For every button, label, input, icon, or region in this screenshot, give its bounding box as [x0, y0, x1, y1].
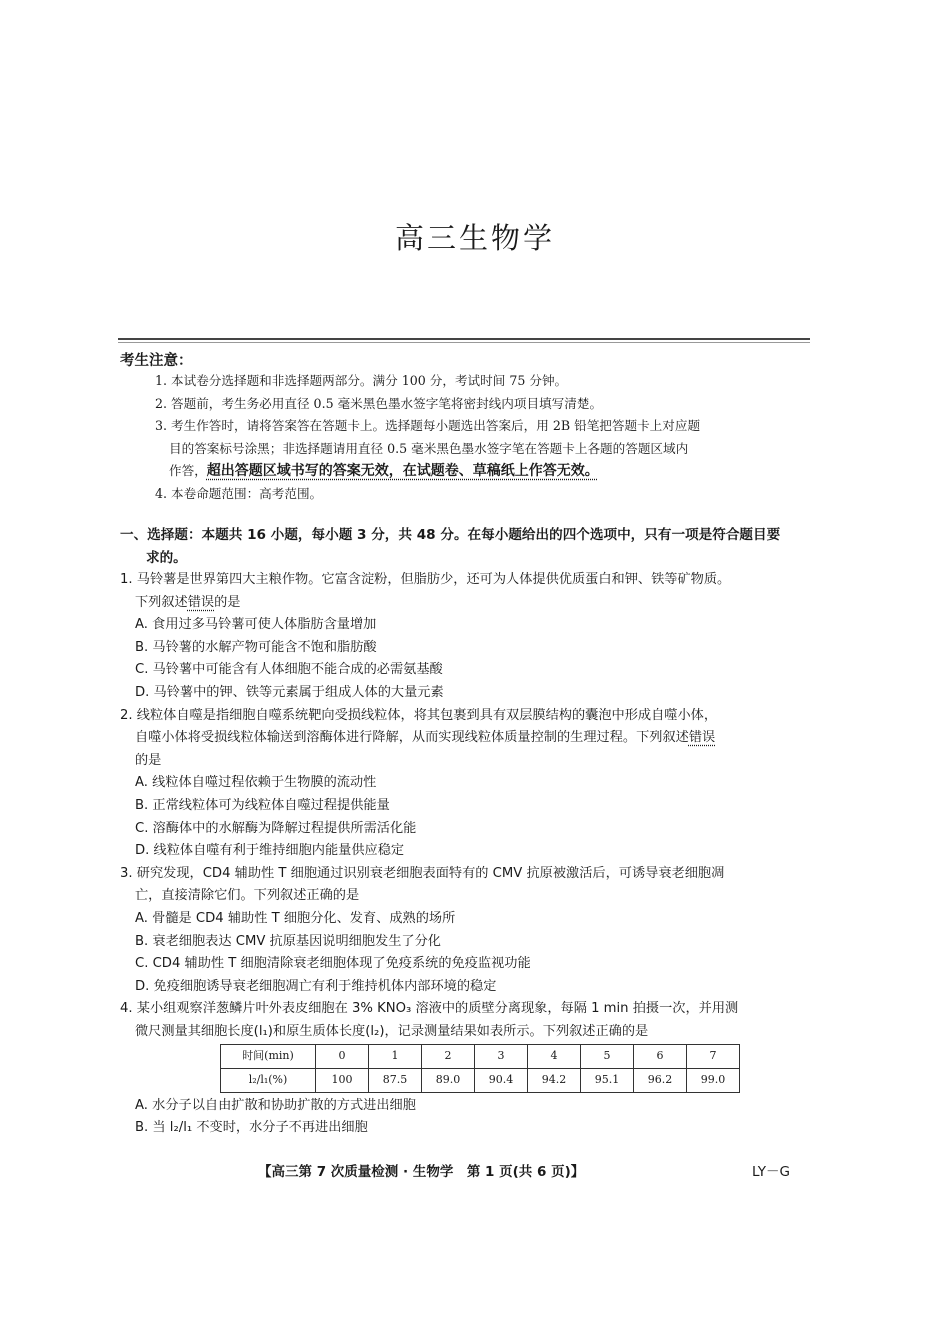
question-4 — [120, 998, 812, 1140]
question-4-stem: 4. 某小组观察洋葱鳞片叶外表皮细胞在 3% KNO₃ 溶液中的质壁分离现象，每隔 1 min 拍摄一次，并用测 — [120, 1001, 739, 1017]
question-2-stem-cont — [120, 727, 812, 750]
question-2-option-d: D. 线粒体自噬有利于维持细胞内能量供应稳定 — [135, 843, 405, 859]
question-1 — [120, 569, 812, 705]
table-cell: 7 — [687, 1045, 740, 1069]
question-3 — [120, 863, 812, 999]
table-header-ratio: l₂/l₁(%) — [221, 1069, 316, 1093]
notice-item-2: 2. 答题前，考生务必用直径 0.5 毫米黑色墨水签字笔将密封线内项目填写清楚。 — [155, 395, 603, 411]
notice-warning-bold: 超出答题区域书写的答案无效，在试题卷、草稿纸上作答无效。 — [206, 463, 599, 479]
question-3-stem: 3. 研究发现，CD4 辅助性 T 细胞通过识别衰老细胞表面特有的 CMV 抗原被激活后，可诱导衰老细胞凋 — [120, 865, 725, 881]
question-1-option-b: B. 马铃薯的水解产物可能含不饱和脂肪酸 — [135, 639, 377, 655]
table-header-time: 时间(min) — [221, 1045, 316, 1069]
question-1-option-a: A. 食用过多马铃薯可使人体脂肪含量增加 — [135, 617, 377, 633]
measurement-table — [220, 1044, 740, 1092]
table-cell: 0 — [316, 1045, 369, 1069]
question-3-option-b: B. 衰老细胞表达 CMV 抗原基因说明细胞发生了分化 — [135, 933, 441, 949]
question-1-option-c: C. 马铃薯中可能含有人体细胞不能合成的必需氨基酸 — [135, 662, 443, 678]
notice-heading: 考生注意： — [120, 353, 193, 369]
question-2-emphasis: 错误 — [688, 730, 716, 746]
table-cell: 100 — [316, 1069, 369, 1093]
question-3-option-a: A. 骨髓是 CD4 辅助性 T 细胞分化、发育、成熟的场所 — [135, 910, 456, 926]
question-1-emphasis: 错误 — [187, 594, 215, 610]
question-list — [120, 569, 812, 1140]
section-heading — [120, 524, 810, 569]
table-cell: 95.1 — [581, 1069, 634, 1093]
question-3-option-c: C. CD4 辅助性 T 细胞清除衰老细胞体现了免疫系统的免疫监视功能 — [135, 956, 531, 972]
notice-list — [155, 370, 815, 505]
question-2-stem-end: 的是 — [135, 752, 162, 768]
question-2-option-a: A. 线粒体自噬过程依赖于生物膜的流动性 — [135, 775, 377, 791]
table-cell: 5 — [581, 1045, 634, 1069]
question-4-option-b: B. 当 l₂/l₁ 不变时，水分子不再进出细胞 — [135, 1120, 368, 1136]
question-2-option-c: C. 溶酶体中的水解酶为降解过程提供所需活化能 — [135, 820, 417, 836]
notice-item-1: 1. 本试卷分选择题和非选择题两部分。满分 100 分，考试时间 75 分钟。 — [155, 373, 568, 388]
header-divider — [118, 338, 810, 343]
table-row-time — [221, 1045, 740, 1069]
notice-item-4: 4. 本卷命题范围：高考范围。 — [155, 485, 323, 501]
table-cell: 3 — [475, 1045, 528, 1069]
question-3-option-d: D. 免疫细胞诱导衰老细胞凋亡有利于维持机体内部环境的稳定 — [135, 978, 497, 994]
question-2 — [120, 705, 812, 863]
table-cell: 6 — [634, 1045, 687, 1069]
question-2-stem: 2. 线粒体自噬是指细胞自噬系统靶向受损线粒体，将其包裹到具有双层膜结构的囊泡中形成自噬小体， — [120, 707, 718, 723]
question-2-option-b: B. 正常线粒体可为线粒体自噬过程提供能量 — [135, 797, 390, 813]
question-2-stem-prefix: 自噬小体将受损线粒体输送到溶酶体进行降解，从而实现线粒体质量控制的生理过程。下列叙述 — [135, 730, 689, 746]
table-cell: 94.2 — [528, 1069, 581, 1093]
notice-item-3-cont: 目的答案标号涂黑；非选择题请用直径 0.5 毫米黑色墨水签字笔在答题卡上各题的答题区域内 — [169, 440, 689, 456]
question-4-stem-cont: 微尺测量其细胞长度(l₁)和原生质体长度(l₂)，记录测量结果如表所示。下列叙述正确的是 — [135, 1023, 649, 1039]
section-heading-line2: 求的。 — [146, 549, 187, 566]
page-title: 高三生物学 — [394, 221, 555, 255]
notice-item-3-prefix: 作答， — [169, 463, 207, 478]
table-cell: 90.4 — [475, 1069, 528, 1093]
notice-item-3: 3. 考生作答时，请将答案答在答题卡上。选择题每小题选出答案后，用 2B 铅笔把答题卡上对应题 — [155, 418, 701, 433]
table-cell: 4 — [528, 1045, 581, 1069]
table-cell: 2 — [422, 1045, 475, 1069]
notice-item-3-cont2 — [155, 460, 815, 483]
table-cell: 96.2 — [634, 1069, 687, 1093]
footer-code: LY－G — [752, 1164, 790, 1180]
section-heading-line1: 一、选择题：本题共 16 小题，每小题 3 分，共 48 分。在每小题给出的四个选项中，只有一项是符合题目要 — [120, 527, 781, 543]
question-1-stem: 1. 马铃薯是世界第四大主粮作物。它富含淀粉，但脂肪少，还可为人体提供优质蛋白和钾、铁等矿物质。 — [120, 572, 731, 587]
table-cell: 1 — [369, 1045, 422, 1069]
table-row-ratio — [221, 1069, 740, 1093]
question-1-stem-suffix: 的是 — [214, 594, 241, 610]
question-1-option-d: D. 马铃薯中的钾、铁等元素属于组成人体的大量元素 — [135, 684, 444, 700]
table-cell: 87.5 — [369, 1069, 422, 1093]
question-1-stem-cont — [120, 592, 812, 615]
footer-page-info: 【高三第 7 次质量检测 · 生物学 第 1 页(共 6 页)】 — [258, 1164, 585, 1180]
question-1-stem-prefix: 下列叙述 — [135, 594, 188, 610]
table-cell: 99.0 — [687, 1069, 740, 1093]
question-4-option-a: A. 水分子以自由扩散和协助扩散的方式进出细胞 — [135, 1097, 416, 1113]
table-cell: 89.0 — [422, 1069, 475, 1093]
question-3-stem-cont: 亡，直接清除它们。下列叙述正确的是 — [135, 888, 360, 904]
